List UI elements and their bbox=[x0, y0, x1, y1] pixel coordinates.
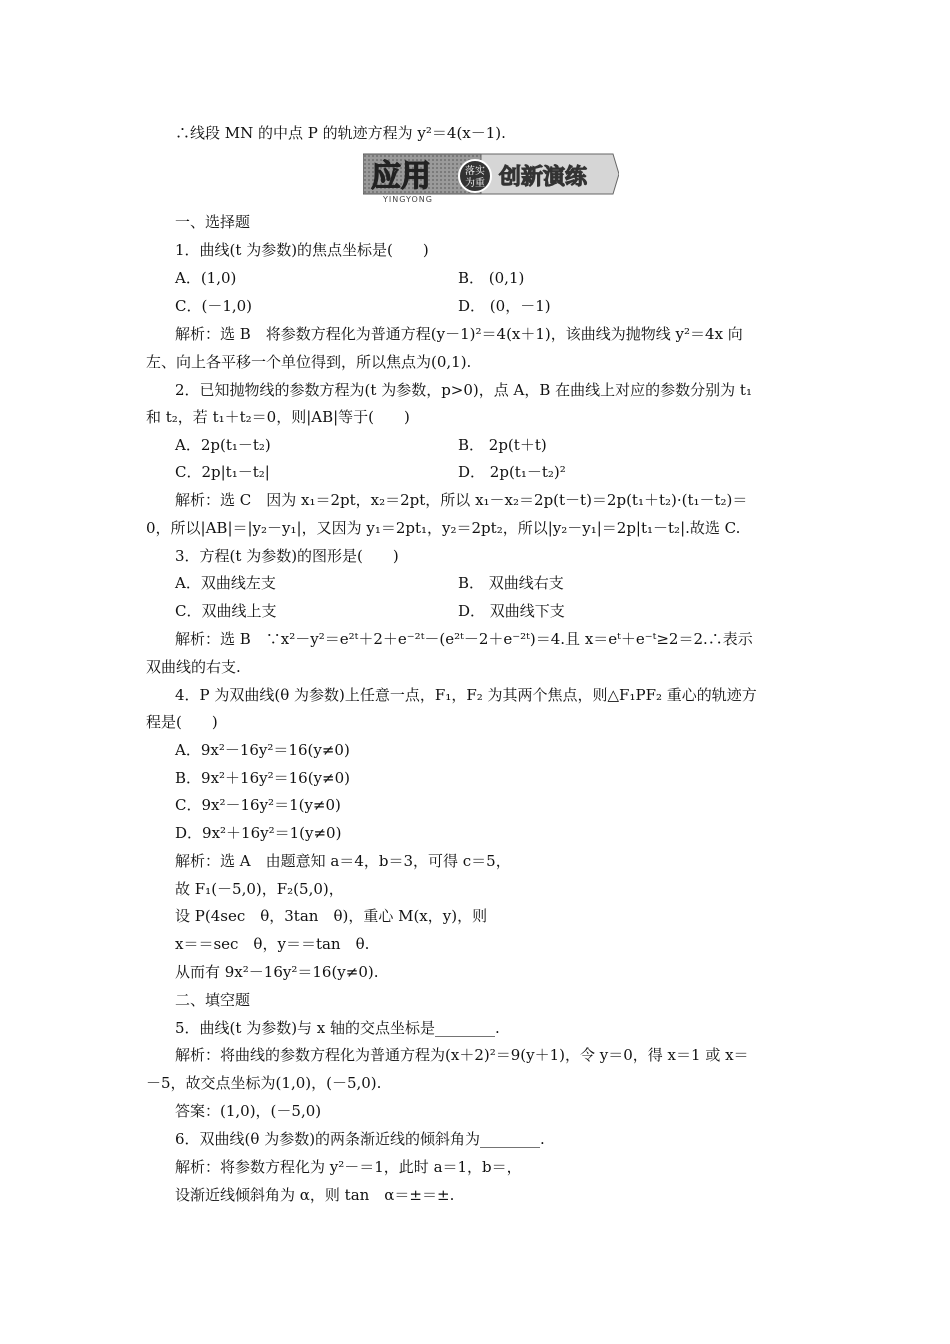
q1-option-c: C．(－1,0) bbox=[175, 297, 253, 315]
q2-option-b: B． 2p(t＋t) bbox=[458, 436, 547, 454]
q4-analysis-line2: 故 F₁(－5,0)，F₂(5,0)， bbox=[175, 880, 344, 898]
q5-stem: 5．曲线(t 为参数)与 x 轴的交点坐标是________. bbox=[175, 1019, 500, 1037]
banner-subtitle: 创新演练 bbox=[499, 165, 588, 190]
q3-stem: 3．方程(t 为参数)的图形是( ) bbox=[175, 547, 399, 565]
q1-option-b: B． (0,1) bbox=[458, 269, 525, 287]
q2-option-a: A．2p(t₁－t₂) bbox=[175, 436, 271, 454]
q4-option-d: D．9x²＋16y²＝1(y≠0) bbox=[175, 824, 342, 842]
section-heading-choice: 一、选择题 bbox=[175, 213, 251, 231]
q6-stem: 6．双曲线(θ 为参数)的两条渐近线的倾斜角为________. bbox=[175, 1130, 545, 1148]
section-banner bbox=[363, 150, 619, 204]
q4-stem-line2: 程是( ) bbox=[146, 713, 218, 731]
banner-badge-bottom: 为重 bbox=[465, 178, 485, 189]
banner-title: 应用 bbox=[371, 159, 431, 194]
q3-option-b: B． 双曲线右支 bbox=[458, 574, 564, 592]
lead-text: ∴线段 MN 的中点 P 的轨迹方程为 y²＝4(x－1). bbox=[175, 124, 506, 142]
q5-analysis-line2: －5，故交点坐标为(1,0)，(－5,0). bbox=[146, 1074, 382, 1092]
q2-stem-line1: 2．已知抛物线的参数方程为(t 为参数，p>0)，点 A，B 在曲线上对应的参数分别为 t₁ bbox=[175, 381, 752, 399]
q1-stem: 1．曲线(t 为参数)的焦点坐标是( ) bbox=[175, 241, 429, 259]
q3-option-c: C．双曲线上支 bbox=[175, 602, 277, 620]
q6-analysis-line1: 解析：将参数方程化为 y²－＝1，此时 a＝1，b＝， bbox=[175, 1158, 522, 1176]
q4-analysis-line5: 从而有 9x²－16y²＝16(y≠0). bbox=[175, 963, 379, 981]
q2-option-c: C．2p|t₁－t₂| bbox=[175, 463, 270, 481]
section-heading-fill: 二、填空题 bbox=[175, 991, 251, 1009]
q4-option-a: A．9x²－16y²＝16(y≠0) bbox=[175, 741, 350, 759]
banner-pinyin: YINGYONG bbox=[383, 195, 433, 204]
q2-analysis-line1: 解析：选 C 因为 x₁＝2pt，x₂＝2pt，所以 x₁－x₂＝2p(t－t)＝2p(t₁＋t₂)·(t₁－t₂)＝ bbox=[175, 491, 748, 509]
banner-badge bbox=[459, 160, 491, 192]
q4-analysis-line3: 设 P(4sec θ，3tan θ)，重心 M(x，y)，则 bbox=[175, 907, 488, 925]
q4-analysis-line4: x＝＝sec θ，y＝＝tan θ. bbox=[175, 935, 370, 953]
q1-analysis-line1: 解析：选 B 将参数方程化为普通方程(y－1)²＝4(x＋1)，该曲线为抛物线 y²＝4x 向 bbox=[175, 325, 743, 343]
q1-option-d: D． (0，－1) bbox=[458, 297, 551, 315]
q4-option-b: B．9x²＋16y²＝16(y≠0) bbox=[175, 769, 350, 787]
banner-badge-top: 落实 bbox=[465, 166, 485, 177]
q3-analysis-line1: 解析：选 B ∵x²－y²＝e²ᵗ＋2＋e⁻²ᵗ－(e²ᵗ－2＋e⁻²ᵗ)＝4.且 x＝eᵗ＋e⁻ᵗ≥2＝2.∴表示 bbox=[175, 630, 753, 648]
q3-option-d: D． 双曲线下支 bbox=[458, 602, 565, 620]
q6-analysis-line2: 设渐近线倾斜角为 α，则 tan α＝±＝±. bbox=[175, 1186, 455, 1204]
q4-stem-line1: 4．P 为双曲线(θ 为参数)上任意一点，F₁，F₂ 为其两个焦点，则△F₁PF₂ 重心的轨迹方 bbox=[175, 686, 757, 704]
q4-analysis-line1: 解析：选 A 由题意知 a＝4，b＝3，可得 c＝5， bbox=[175, 852, 511, 870]
q1-option-a: A．(1,0) bbox=[175, 269, 237, 287]
q1-analysis-line2: 左、向上各平移一个单位得到，所以焦点为(0,1). bbox=[146, 353, 472, 371]
q2-analysis-line2: 0，所以|AB|＝|y₂－y₁|，又因为 y₁＝2pt₁，y₂＝2pt₂，所以|y₂－y₁|＝2p|t₁－t₂|.故选 C. bbox=[146, 519, 741, 537]
q3-analysis-line2: 双曲线的右支. bbox=[146, 658, 241, 676]
q5-answer: 答案：(1,0)，(－5,0) bbox=[175, 1102, 322, 1120]
q2-option-d: D． 2p(t₁－t₂)² bbox=[458, 463, 566, 481]
q4-option-c: C．9x²－16y²＝1(y≠0) bbox=[175, 796, 341, 814]
q3-option-a: A．双曲线左支 bbox=[175, 574, 276, 592]
q2-stem-line2: 和 t₂，若 t₁＋t₂＝0，则|AB|等于( ) bbox=[146, 408, 410, 426]
q5-analysis-line1: 解析：将曲线的参数方程化为普通方程为(x＋2)²＝9(y＋1)，令 y＝0，得 x＝1 或 x＝ bbox=[175, 1046, 749, 1064]
